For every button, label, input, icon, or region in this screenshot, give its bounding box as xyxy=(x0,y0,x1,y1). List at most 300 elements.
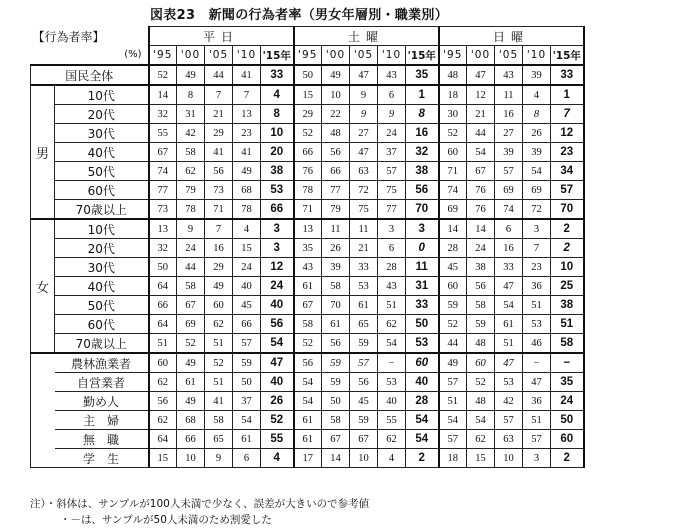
year-header: '15年 xyxy=(406,46,439,66)
value-cell: 69 xyxy=(523,181,551,200)
value-cell: 12 xyxy=(467,85,495,105)
value-cell: 33 xyxy=(261,65,294,85)
value-cell: 39 xyxy=(523,143,551,162)
value-cell: 46 xyxy=(523,334,551,354)
value-cell: 50 xyxy=(406,315,439,334)
value-cell: 21 xyxy=(350,239,378,258)
value-cell: 37 xyxy=(233,392,261,411)
value-cell: 43 xyxy=(294,258,322,277)
value-cell: 3 xyxy=(378,219,406,239)
value-cell: 52 xyxy=(294,124,322,143)
value-cell: 24 xyxy=(261,277,294,296)
value-cell: 59 xyxy=(350,411,378,430)
group-sunday: 日曜 xyxy=(439,27,584,46)
value-cell: 33 xyxy=(406,296,439,315)
value-cell: 0 xyxy=(406,239,439,258)
value-cell: 16 xyxy=(495,239,523,258)
value-cell: 53 xyxy=(350,277,378,296)
value-cell: 14 xyxy=(439,219,467,239)
value-cell: 9 xyxy=(177,219,205,239)
value-cell: 33 xyxy=(350,258,378,277)
value-cell: 56 xyxy=(406,181,439,200)
value-cell: 11 xyxy=(350,219,378,239)
value-cell: 10 xyxy=(551,258,584,277)
value-cell: 3 xyxy=(261,219,294,239)
value-cell: 11 xyxy=(495,85,523,105)
row-label: 無 職 xyxy=(55,430,149,449)
value-cell: 40 xyxy=(406,373,439,392)
value-cell: 50 xyxy=(233,373,261,392)
value-cell: 79 xyxy=(322,200,350,220)
value-cell: 38 xyxy=(551,296,584,315)
value-cell: 51 xyxy=(378,296,406,315)
table-row xyxy=(31,430,584,449)
row-label: 20代 xyxy=(55,105,149,124)
value-cell: 8 xyxy=(523,105,551,124)
value-cell: 51 xyxy=(523,296,551,315)
value-cell: 70 xyxy=(322,296,350,315)
row-label: 10代 xyxy=(55,85,149,105)
year-header: '15年 xyxy=(261,46,294,66)
value-cell: 56 xyxy=(322,143,350,162)
row-label: 70歳以上 xyxy=(55,334,149,354)
value-cell: 73 xyxy=(149,200,177,220)
value-cell: 52 xyxy=(205,353,233,373)
table-row xyxy=(31,411,584,430)
value-cell: 49 xyxy=(177,65,205,85)
value-cell: 6 xyxy=(495,219,523,239)
year-header: '95 xyxy=(294,46,322,66)
table-row xyxy=(31,65,584,85)
value-cell: 52 xyxy=(439,315,467,334)
table-row xyxy=(31,392,584,411)
value-cell: 55 xyxy=(261,430,294,449)
value-cell: 42 xyxy=(495,392,523,411)
value-cell: 52 xyxy=(467,373,495,392)
value-cell: 78 xyxy=(177,200,205,220)
value-cell: 63 xyxy=(495,430,523,449)
table-row xyxy=(31,315,584,334)
value-cell: 62 xyxy=(177,162,205,181)
value-cell: 61 xyxy=(294,411,322,430)
value-cell: 47 xyxy=(350,65,378,85)
value-cell: 47 xyxy=(495,353,523,373)
value-cell: 2 xyxy=(551,239,584,258)
value-cell: 50 xyxy=(322,392,350,411)
value-cell: 44 xyxy=(205,65,233,85)
year-header: '15年 xyxy=(551,46,584,66)
row-label: 70歳以上 xyxy=(55,200,149,220)
value-cell: 69 xyxy=(439,200,467,220)
value-cell: 6 xyxy=(378,85,406,105)
value-cell: 6 xyxy=(233,449,261,468)
value-cell: 74 xyxy=(149,162,177,181)
table-row xyxy=(31,239,584,258)
row-label: 国民全体 xyxy=(31,65,149,85)
value-cell: 16 xyxy=(205,239,233,258)
value-cell: 16 xyxy=(495,105,523,124)
value-cell: 27 xyxy=(350,124,378,143)
value-cell: 77 xyxy=(149,181,177,200)
section-sex: 女 xyxy=(31,219,55,353)
value-cell: 57 xyxy=(350,353,378,373)
value-cell: 11 xyxy=(406,258,439,277)
value-cell: 62 xyxy=(149,411,177,430)
value-cell: 47 xyxy=(261,353,294,373)
value-cell: 49 xyxy=(322,65,350,85)
value-cell: 21 xyxy=(467,105,495,124)
value-cell: 28 xyxy=(406,392,439,411)
value-cell: 56 xyxy=(322,334,350,354)
value-cell: 58 xyxy=(294,315,322,334)
table-row xyxy=(31,353,584,373)
value-cell: 24 xyxy=(233,258,261,277)
value-cell: 35 xyxy=(551,373,584,392)
value-cell: 67 xyxy=(467,162,495,181)
value-cell: 52 xyxy=(149,65,177,85)
value-cell: 61 xyxy=(177,373,205,392)
value-cell: 59 xyxy=(350,334,378,354)
value-cell: 65 xyxy=(350,315,378,334)
value-cell: 51 xyxy=(439,392,467,411)
value-cell: 13 xyxy=(149,219,177,239)
unit-label: (%) xyxy=(31,46,149,66)
value-cell: 57 xyxy=(495,162,523,181)
value-cell: 65 xyxy=(205,430,233,449)
value-cell: 39 xyxy=(322,258,350,277)
value-cell: 4 xyxy=(261,85,294,105)
value-cell: 14 xyxy=(149,85,177,105)
value-cell: 56 xyxy=(149,392,177,411)
value-cell: 67 xyxy=(294,296,322,315)
news-reach-table xyxy=(30,26,585,468)
table-row xyxy=(31,373,584,392)
value-cell: 69 xyxy=(177,315,205,334)
value-cell: 48 xyxy=(322,124,350,143)
value-cell: 50 xyxy=(149,258,177,277)
value-cell: 3 xyxy=(523,219,551,239)
value-cell: 66 xyxy=(322,162,350,181)
value-cell: 53 xyxy=(378,373,406,392)
value-cell: 61 xyxy=(350,296,378,315)
value-cell: 43 xyxy=(378,277,406,296)
value-cell: 4 xyxy=(261,449,294,468)
value-cell: 28 xyxy=(439,239,467,258)
value-cell: 45 xyxy=(439,258,467,277)
value-cell: 45 xyxy=(350,392,378,411)
value-cell: 32 xyxy=(406,143,439,162)
value-cell: 59 xyxy=(322,353,350,373)
table-row xyxy=(31,219,584,239)
value-cell: 31 xyxy=(406,277,439,296)
value-cell: 60 xyxy=(439,277,467,296)
value-cell: 58 xyxy=(467,296,495,315)
value-cell: 61 xyxy=(294,277,322,296)
value-cell: 54 xyxy=(467,143,495,162)
value-cell: 8 xyxy=(261,105,294,124)
value-cell: 1 xyxy=(551,85,584,105)
value-cell: 15 xyxy=(467,449,495,468)
value-cell: 62 xyxy=(205,315,233,334)
value-cell: 18 xyxy=(439,85,467,105)
value-cell: 35 xyxy=(294,239,322,258)
value-cell: 13 xyxy=(233,105,261,124)
value-cell: 38 xyxy=(406,162,439,181)
value-cell: 49 xyxy=(233,162,261,181)
value-cell: 29 xyxy=(205,258,233,277)
value-cell: 17 xyxy=(294,449,322,468)
table-row xyxy=(31,124,584,143)
value-cell: 75 xyxy=(378,181,406,200)
value-cell: 57 xyxy=(439,430,467,449)
value-cell: 40 xyxy=(261,296,294,315)
value-cell: 26 xyxy=(322,239,350,258)
value-cell: 67 xyxy=(322,430,350,449)
value-cell: 60 xyxy=(551,430,584,449)
value-cell: 47 xyxy=(467,65,495,85)
year-header: '95 xyxy=(439,46,467,66)
value-cell: 79 xyxy=(177,181,205,200)
value-cell: 52 xyxy=(177,334,205,354)
table-title: 図表23 新聞の行為者率（男女年層別・職業別） xyxy=(150,8,448,23)
value-cell: 58 xyxy=(322,411,350,430)
value-cell: 2 xyxy=(551,219,584,239)
value-cell: 71 xyxy=(439,162,467,181)
value-cell: 3 xyxy=(261,239,294,258)
value-cell: 2 xyxy=(551,449,584,468)
value-cell: 9 xyxy=(350,105,378,124)
value-cell: 7 xyxy=(233,85,261,105)
value-cell: 55 xyxy=(378,411,406,430)
value-cell: 62 xyxy=(378,315,406,334)
value-cell: 10 xyxy=(322,85,350,105)
value-cell: 12 xyxy=(551,124,584,143)
row-label: 学 生 xyxy=(55,449,149,468)
value-cell: 4 xyxy=(378,449,406,468)
value-cell: 10 xyxy=(350,449,378,468)
value-cell: 6 xyxy=(378,239,406,258)
value-cell: 66 xyxy=(177,430,205,449)
value-cell: 61 xyxy=(322,315,350,334)
value-cell: 56 xyxy=(294,353,322,373)
value-cell: 30 xyxy=(439,105,467,124)
table-row xyxy=(31,181,584,200)
value-cell: 61 xyxy=(233,430,261,449)
value-cell: 47 xyxy=(350,143,378,162)
value-cell: 59 xyxy=(233,353,261,373)
header-label-cell xyxy=(31,27,149,46)
value-cell: 56 xyxy=(467,277,495,296)
value-cell: 48 xyxy=(439,65,467,85)
value-cell: 61 xyxy=(495,315,523,334)
value-cell: 44 xyxy=(439,334,467,354)
value-cell: 74 xyxy=(439,181,467,200)
value-cell: 59 xyxy=(467,315,495,334)
value-cell: 61 xyxy=(294,430,322,449)
year-header: '05 xyxy=(350,46,378,66)
value-cell: 27 xyxy=(495,124,523,143)
value-cell: 62 xyxy=(467,430,495,449)
value-cell: 23 xyxy=(523,258,551,277)
group-saturday: 土曜 xyxy=(294,27,439,46)
year-header: '00 xyxy=(177,46,205,66)
value-cell: 14 xyxy=(322,449,350,468)
value-cell: − xyxy=(378,353,406,373)
value-cell: 16 xyxy=(406,124,439,143)
value-cell: 53 xyxy=(495,373,523,392)
value-cell: 38 xyxy=(467,258,495,277)
value-cell: 51 xyxy=(523,411,551,430)
value-cell: 76 xyxy=(294,162,322,181)
value-cell: 28 xyxy=(378,258,406,277)
measure-label: 【行為者率】 xyxy=(32,29,105,44)
value-cell: 51 xyxy=(205,373,233,392)
value-cell: 41 xyxy=(233,143,261,162)
value-cell: 57 xyxy=(523,430,551,449)
value-cell: 11 xyxy=(322,219,350,239)
value-cell: 59 xyxy=(322,373,350,392)
value-cell: 3 xyxy=(523,449,551,468)
row-label: 60代 xyxy=(55,315,149,334)
value-cell: 43 xyxy=(495,65,523,85)
value-cell: 77 xyxy=(322,181,350,200)
row-label: 勤め人 xyxy=(55,392,149,411)
value-cell: 66 xyxy=(261,200,294,220)
value-cell: 51 xyxy=(205,334,233,354)
value-cell: 20 xyxy=(261,143,294,162)
value-cell: 54 xyxy=(406,411,439,430)
value-cell: 74 xyxy=(495,200,523,220)
value-cell: 45 xyxy=(233,296,261,315)
value-cell: 4 xyxy=(523,85,551,105)
table-row xyxy=(31,334,584,354)
value-cell: 56 xyxy=(205,162,233,181)
value-cell: 58 xyxy=(177,277,205,296)
value-cell: 64 xyxy=(149,430,177,449)
row-label: 40代 xyxy=(55,277,149,296)
value-cell: 69 xyxy=(495,181,523,200)
value-cell: 1 xyxy=(406,85,439,105)
value-cell: 58 xyxy=(322,277,350,296)
value-cell: 62 xyxy=(378,430,406,449)
value-cell: 54 xyxy=(294,373,322,392)
value-cell: 78 xyxy=(294,181,322,200)
value-cell: 68 xyxy=(177,411,205,430)
value-cell: 50 xyxy=(551,411,584,430)
value-cell: 54 xyxy=(294,392,322,411)
value-cell: 7 xyxy=(205,85,233,105)
value-cell: 52 xyxy=(439,124,467,143)
value-cell: 67 xyxy=(350,430,378,449)
value-cell: 60 xyxy=(406,353,439,373)
year-header: '10 xyxy=(378,46,406,66)
notes xyxy=(30,496,369,528)
note-dash: ・－は、サンプルが50人未満のため割愛した xyxy=(60,514,272,526)
value-cell: 8 xyxy=(177,85,205,105)
value-cell: 7 xyxy=(551,105,584,124)
value-cell: 47 xyxy=(495,277,523,296)
value-cell: 18 xyxy=(439,449,467,468)
value-cell: 49 xyxy=(439,353,467,373)
value-cell: 21 xyxy=(205,105,233,124)
value-cell: 58 xyxy=(205,411,233,430)
value-cell: 51 xyxy=(495,334,523,354)
value-cell: 35 xyxy=(406,65,439,85)
value-cell: 36 xyxy=(523,277,551,296)
value-cell: 15 xyxy=(149,449,177,468)
value-cell: 57 xyxy=(551,181,584,200)
value-cell: 29 xyxy=(294,105,322,124)
value-cell: 64 xyxy=(149,277,177,296)
value-cell: 60 xyxy=(205,296,233,315)
value-cell: 25 xyxy=(551,277,584,296)
value-cell: 56 xyxy=(261,315,294,334)
value-cell: 38 xyxy=(261,162,294,181)
value-cell: 53 xyxy=(523,315,551,334)
value-cell: 2 xyxy=(406,449,439,468)
value-cell: 70 xyxy=(406,200,439,220)
year-header: '00 xyxy=(467,46,495,66)
table-row xyxy=(31,105,584,124)
value-cell: 60 xyxy=(149,353,177,373)
row-label: 農林漁業者 xyxy=(55,353,149,373)
value-cell: 54 xyxy=(523,162,551,181)
value-cell: 36 xyxy=(523,392,551,411)
row-label: 主 婦 xyxy=(55,411,149,430)
value-cell: 78 xyxy=(233,200,261,220)
value-cell: 10 xyxy=(495,449,523,468)
value-cell: 54 xyxy=(439,411,467,430)
value-cell: 13 xyxy=(294,219,322,239)
value-cell: 51 xyxy=(551,315,584,334)
row-label: 30代 xyxy=(55,124,149,143)
value-cell: 44 xyxy=(467,124,495,143)
row-label: 自営業者 xyxy=(55,373,149,392)
value-cell: 51 xyxy=(149,334,177,354)
value-cell: 52 xyxy=(294,334,322,354)
value-cell: 54 xyxy=(467,411,495,430)
value-cell: 7 xyxy=(205,219,233,239)
year-header: '05 xyxy=(205,46,233,66)
value-cell: 4 xyxy=(233,219,261,239)
value-cell: 62 xyxy=(149,373,177,392)
value-cell: 52 xyxy=(261,411,294,430)
row-label: 20代 xyxy=(55,239,149,258)
value-cell: 57 xyxy=(233,334,261,354)
value-cell: 54 xyxy=(406,430,439,449)
row-label: 50代 xyxy=(55,296,149,315)
table-row xyxy=(31,258,584,277)
value-cell: 8 xyxy=(406,105,439,124)
value-cell: 54 xyxy=(495,296,523,315)
value-cell: 64 xyxy=(149,315,177,334)
value-cell: 67 xyxy=(149,143,177,162)
value-cell: 71 xyxy=(294,200,322,220)
value-cell: 37 xyxy=(378,143,406,162)
year-header: '00 xyxy=(322,46,350,66)
value-cell: 70 xyxy=(551,200,584,220)
value-cell: 10 xyxy=(177,449,205,468)
value-cell: 3 xyxy=(406,219,439,239)
value-cell: 53 xyxy=(406,334,439,354)
value-cell: 10 xyxy=(261,124,294,143)
value-cell: 50 xyxy=(294,65,322,85)
row-label: 40代 xyxy=(55,143,149,162)
value-cell: 73 xyxy=(205,181,233,200)
value-cell: 34 xyxy=(551,162,584,181)
table-row xyxy=(31,449,584,468)
value-cell: 26 xyxy=(261,392,294,411)
